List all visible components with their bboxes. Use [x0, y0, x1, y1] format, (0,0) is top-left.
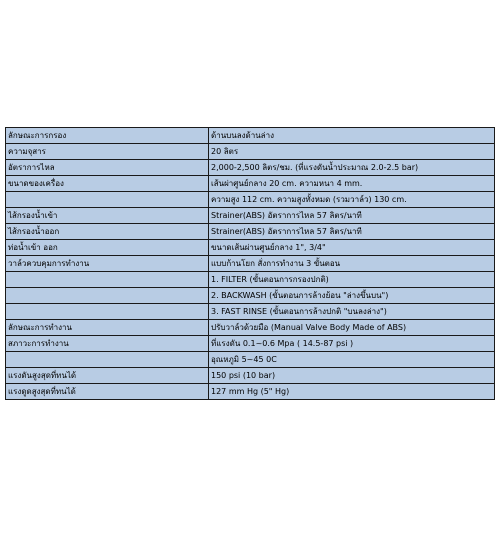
spec-label-cell [6, 272, 209, 288]
spec-value-cell: 1. FILTER (ขั้นตอนการกรองปกติ) [209, 272, 495, 288]
spec-label-cell: ลักษณะการทำงาน [6, 320, 209, 336]
table-row [6, 256, 495, 272]
spec-value-cell: 127 mm Hg (5" Hg) [209, 384, 495, 400]
spec-value-cell: ที่แรงดัน 0.1~0.6 Mpa ( 14.5-87 psi ) [209, 336, 495, 352]
spec-label-cell [6, 288, 209, 304]
table-row [6, 224, 495, 240]
spec-value-cell: Strainer(ABS) อัตราการไหล 57 ลิตร/นาที [209, 224, 495, 240]
spec-label-cell [6, 352, 209, 368]
spec-label-cell: ขนาดของเครื่อง [6, 176, 209, 192]
spec-label-cell [6, 192, 209, 208]
spec-value-cell: Strainer(ABS) อัตราการไหล 57 ลิตร/นาที [209, 208, 495, 224]
spec-label-cell: ความจุสาร [6, 144, 209, 160]
spec-value-cell: 2. BACKWASH (ขั้นตอนการล้างย้อน "ล่างขึ้นบน") [209, 288, 495, 304]
spec-value-cell: ขนาดเส้นผ่านศูนย์กลาง 1", 3/4" [209, 240, 495, 256]
spec-label-cell [6, 304, 209, 320]
spec-label-cell: สภาวะการทำงาน [6, 336, 209, 352]
spec-label-cell: ท่อน้ำเข้า ออก [6, 240, 209, 256]
table-row [6, 192, 495, 208]
table-row [6, 144, 495, 160]
spec-label-cell: อัตราการไหล [6, 160, 209, 176]
spec-value-cell: ปรับวาล์วด้วยมือ (Manual Valve Body Made of ABS) [209, 320, 495, 336]
spec-label-cell: แรงดันสูงสุดที่ทนได้ [6, 368, 209, 384]
spec-value-cell: 2,000-2,500 ลิตร/ชม. (ที่แรงดันน้ำประมาณ 2.0-2.5 bar) [209, 160, 495, 176]
spec-value-cell: 3. FAST RINSE (ขั้นตอนการล้างปกติ "บนลงล่าง") [209, 304, 495, 320]
spec-label-cell: ไส้กรองน้ำเข้า [6, 208, 209, 224]
spec-value-cell: เส้นผ่าศูนย์กลาง 20 cm. ความหนา 4 mm. [209, 176, 495, 192]
spec-value-cell: ด้านบนลงด้านล่าง [209, 128, 495, 144]
spec-table [5, 127, 495, 400]
spec-value-cell: 20 ลิตร [209, 144, 495, 160]
table-row [6, 304, 495, 320]
table-row [6, 352, 495, 368]
spec-table-body [6, 128, 495, 400]
spec-label-cell: วาล์วควบคุมการทำงาน [6, 256, 209, 272]
spec-value-cell: ความสูง 112 cm. ความสูงทั้งหมด (รวมวาล์ว) 130 cm. [209, 192, 495, 208]
table-row [6, 176, 495, 192]
table-row [6, 240, 495, 256]
spec-label-cell: แรงดูดสูงสุดที่ทนได้ [6, 384, 209, 400]
table-row [6, 288, 495, 304]
spec-label-cell: ไส้กรองน้ำออก [6, 224, 209, 240]
table-row [6, 384, 495, 400]
table-row [6, 128, 495, 144]
table-row [6, 160, 495, 176]
table-row [6, 368, 495, 384]
spec-value-cell: 150 psi (10 bar) [209, 368, 495, 384]
table-row [6, 336, 495, 352]
spec-value-cell: แบบก้านโยก สั่งการทำงาน 3 ขั้นตอน [209, 256, 495, 272]
table-row [6, 208, 495, 224]
table-row [6, 320, 495, 336]
spec-label-cell: ลักษณะการกรอง [6, 128, 209, 144]
spec-value-cell: อุณหภูมิ 5~45 0C [209, 352, 495, 368]
table-row [6, 272, 495, 288]
